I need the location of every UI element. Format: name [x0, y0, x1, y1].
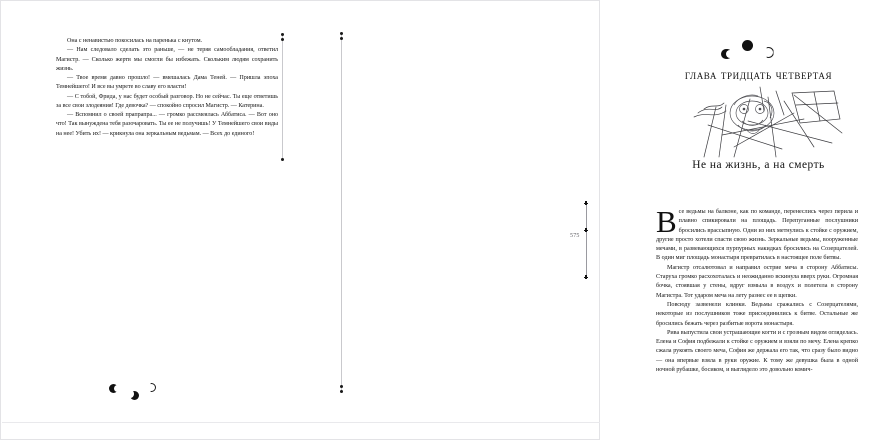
- moon-waning-gibbous-icon: [721, 49, 731, 59]
- rule-tick-bottom-2: [340, 390, 343, 393]
- left-page-inner-rule: [282, 35, 283, 161]
- chapter-title: глава тридцать четвертая: [684, 67, 833, 82]
- right-page: [301, 1, 858, 441]
- moon-waning-gibbous-icon: [109, 384, 118, 393]
- opening-paragraph: [656, 204, 858, 264]
- spread-base-hairline: [2, 422, 600, 423]
- paragraph: Магистр отсалютовал и направил острие меча в сторону Аббатисы. Старуха громко расхохоталась и неожиданно вскинула вверх руки. Огромная бочка, стоявшая у стены, вдруг взмыла в воздух и полетела в сторону Магистра. Тот ударом меча на лету разнес ее в щепки.: [656, 264, 858, 299]
- margin-ornament-dot: [584, 275, 588, 279]
- margin-ornament-dot: [584, 228, 588, 232]
- chapter-subtitle: Не на жизнь, а на смерть: [692, 159, 825, 171]
- paragraph: Повсюду зазвенели клинки. Ведьмы сражались с Созерцателями, некоторые из послушников тоже присоединились к битве. Остальные же бросились бежать через разбитые ворота монастыря.: [656, 301, 858, 327]
- broken-glass-illustration-icon: [664, 85, 854, 157]
- rule-tick-bottom: [340, 385, 343, 388]
- rule-tick-top: [281, 33, 284, 36]
- moon-new-filled-icon: [742, 40, 753, 51]
- paragraph: — Нам следовало сделать это раньше, — не теряя самообладания, ответил Магистр. — Сколько жертв мы смогли бы избежать. Скольким людям сохранить жизнь.: [56, 47, 278, 72]
- right-page-inner-rule: [341, 35, 342, 390]
- paragraph: — Твое время давно прошло! — вмешалась Дама Теней. — Пришла эпоха Темнейшего! И все вы умрете во славу его власти!: [56, 75, 278, 91]
- moon-crescent-icon: [763, 47, 774, 58]
- rule-tick-top-2: [340, 37, 343, 40]
- paragraph: — С тобой, Фрида, у нас будет особый разговор. Но не сейчас. Ты еще ответишь за все свои злодеяния! Где девочка? — спокойно спросил Магистр. — Катерина.: [56, 93, 278, 109]
- margin-ornament-rule: [586, 203, 587, 277]
- left-page-text-column: [56, 37, 278, 139]
- opening-paragraph-text: се ведьмы на балконе, как по команде, перенеслись через перила и плавно спикировали на площадь. Перепуганные послушники бросились врассыпную. Одни из них метнулись к стойке с оружием, другие просто хотели спасти свою жизнь. Зеркальные ведьмы, вооруженные мечами, в развевающихся пурпурных накидках бросились на Созерцателей. В один миг площадь монастыря превратилась в настоящее поле битвы.: [656, 209, 858, 262]
- rule-tick-top-2: [281, 38, 284, 41]
- paragraph: Рива выпустила свои устрашающие когти и с грозным видом огляделась. Елена и София подбежали к стойке с оружием и взяли по мечу. Елена крепко сжала рукоять своего меча, София же держала его так, что сразу было видно — она впервые взяла в руки оружие. К тому же девушка была в одной ночной рубашке, босиком, и выглядело это довольно комич-: [656, 329, 858, 374]
- drop-cap: В: [656, 204, 677, 239]
- moon-crescent-icon: [147, 383, 156, 392]
- rule-tick-bottom: [281, 158, 284, 161]
- left-page: [1, 1, 301, 441]
- right-page-text-column: [656, 204, 858, 375]
- page-number: 575: [570, 233, 580, 239]
- margin-ornament-dot: [584, 201, 588, 205]
- moon-waxing-crescent-filled-icon: [130, 391, 139, 400]
- footer-moon-ornament: [109, 382, 179, 404]
- paragraph: — Вспомнил о своей прапрапра... — громко рассмеялась Аббатиса. — Вот оно что! Так вынуждена тебя разочаровать. Ты ее не получишь! У Темнейшего свои виды на нее! Убить их! — крикнула она зеркальным ведьмам. — Всех до единого!: [56, 112, 278, 137]
- chapter-header: [646, 39, 871, 171]
- paragraph: Она с ненавистью покосилась на паренька с кнутом.: [67, 38, 203, 44]
- header-moon-ornament: [719, 39, 799, 63]
- rule-tick-top: [340, 32, 343, 35]
